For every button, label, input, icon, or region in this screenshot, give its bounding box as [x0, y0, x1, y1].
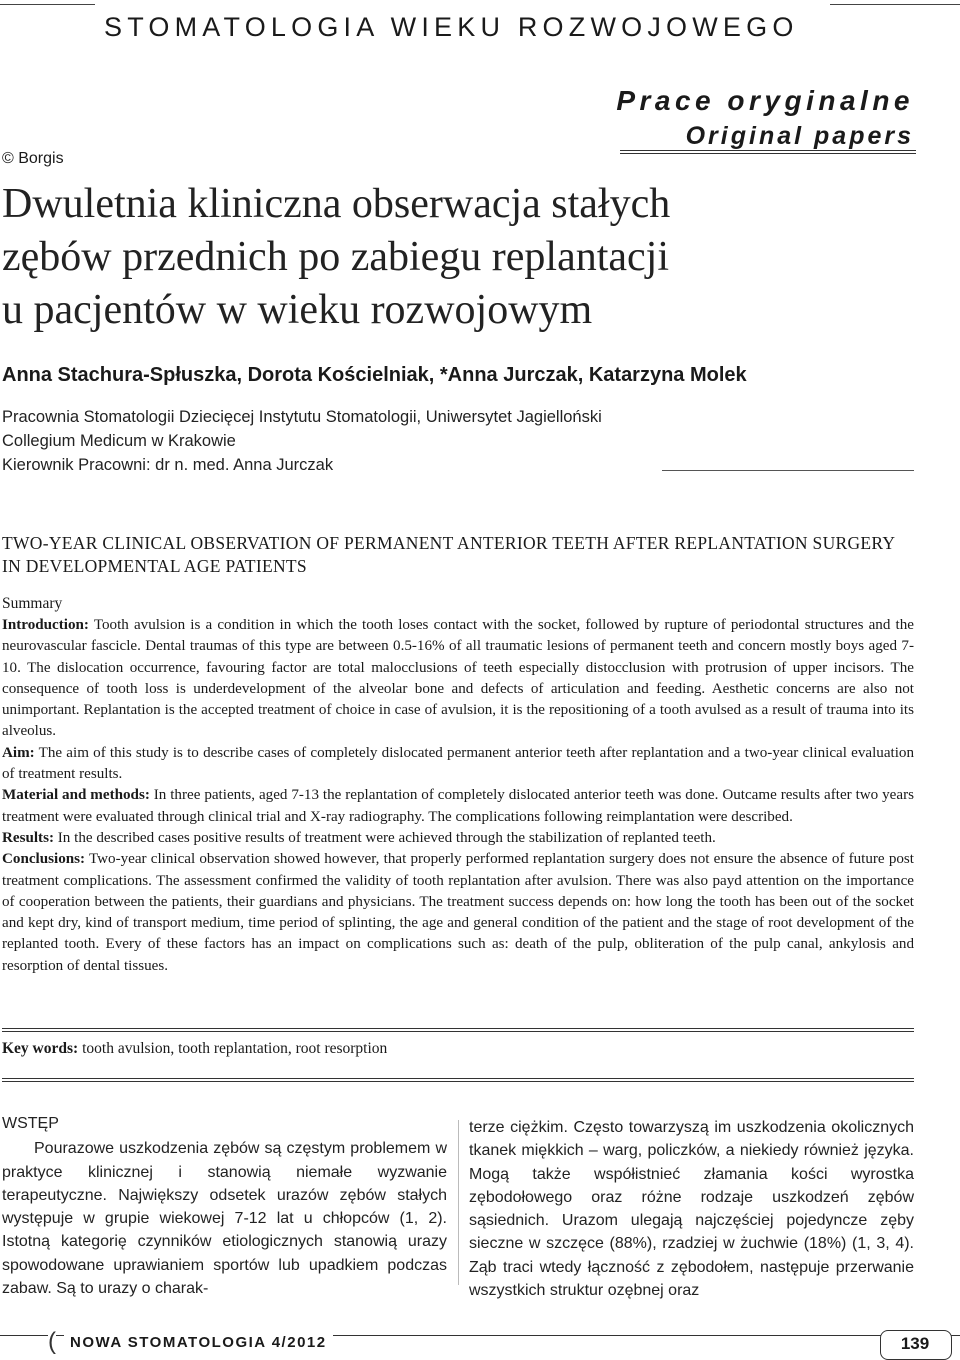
- publisher-label: © Borgis: [2, 150, 64, 167]
- results-label: Results:: [2, 829, 54, 846]
- section-heading: WSTĘP: [2, 1115, 59, 1132]
- keywords-text: tooth avulsion, tooth replantation, root resorption: [78, 1040, 388, 1057]
- title-line: u pacjentów w wieku rozwojowym: [2, 287, 593, 333]
- conclusions-label: Conclusions:: [2, 851, 86, 868]
- affiliation: Collegium Medicum w Krakowie: [2, 432, 236, 450]
- body-paragraph: terze ciężkim. Często towarzyszą im uszkodzenia okolicznych tkanek miękkich – warg, policzków, a niekiedy również języka. Mogą także współistnieć złamania kości wyrostka zębodołowego oraz różne rodzaje uszkodzeń zębów sąsiednich. Urazom ulegają najczęściej pojedyncze zęby sieczne w szczęce (88%), rzadziej w żuchwie (18%) (1, 3, 4). Ząb traci wtedy łączność z zębodołem, następuje przerwanie wszystkich struktur ozębnej oraz: [469, 1119, 914, 1300]
- section-rule: [620, 150, 916, 154]
- section-label-en: Original papers: [685, 122, 914, 150]
- body-column-left: [2, 1112, 447, 1300]
- keywords-rule-top: [2, 1028, 914, 1032]
- methods-label: Material and methods:: [2, 787, 150, 804]
- authors: Anna Stachura-Spłuszka, Dorota Kościelniak, *Anna Jurczak, Katarzyna Molek: [2, 364, 747, 386]
- abstract-results: [2, 828, 914, 849]
- aim-text: The aim of this study is to describe cases of completely dislocated permanent anterior teeth after replantation and a two-year clinical evaluation of treatment results.: [2, 744, 914, 783]
- title-line: Dwuletnia kliniczna obserwacja stałych: [2, 181, 671, 227]
- column-divider: [458, 1120, 459, 1285]
- results-text: In the described cases positive results of treatment were achieved through the stabilization of replanted teeth.: [54, 829, 716, 846]
- summary-heading: Summary: [2, 595, 63, 612]
- abstract: [2, 615, 914, 977]
- affiliation: Pracownia Stomatologii Dziecięcej Instytutu Stomatologii, Uniwersytet Jagielloński: [2, 408, 602, 426]
- abstract-introduction: [2, 615, 914, 743]
- keywords-label: Key words:: [2, 1040, 79, 1057]
- keywords: [2, 1040, 387, 1058]
- body-column-right: [469, 1116, 914, 1302]
- conclusions-text: Two-year clinical observation showed however, that properly performed replantation surgery does not ensure the absence of future post treatment complications. The assessment confirmed the validity of tooth replantation after avulsion. There was also payd attention on the importance of cooperation between the patients, their guardians and physicians. The treatment success depends on: how long the tooth has been out of the socket and kept dry, kind of transport medium, time period of splinting, the age and general condition of the patient and the stage of root development of the replanted tooth. Every of these factors has an impact on complications such as: death of the pulp, obliteration of the pulp canal, ankylosis and resorption of dental tissues.: [2, 851, 914, 974]
- affiliation-head: Kierownik Pracowni: dr n. med. Anna Jurczak: [2, 456, 334, 474]
- title-line: zębów przednich po zabiegu replantacji: [2, 234, 670, 280]
- page-number: 139: [900, 1334, 930, 1353]
- header-rule-left: [0, 4, 95, 5]
- header-rule-right: [830, 4, 960, 5]
- abstract-aim: [2, 743, 914, 786]
- article-title: [2, 178, 902, 337]
- footer-journal-name: NOWA STOMATOLOGIA 4/2012: [64, 1334, 333, 1351]
- abstract-conclusions: [2, 849, 914, 977]
- abstract-methods: [2, 785, 914, 828]
- aim-label: Aim:: [2, 744, 35, 761]
- methods-text: In three patients, aged 7-13 the replantation of completely dislocated anterior teeth was done. Outcame results after two years treatment were evaluated through clinical trial and X-ray radiography. The complications following reimplantation were described.: [2, 787, 914, 825]
- affiliation-rule: [662, 470, 914, 471]
- introduction-label: Introduction:: [2, 617, 89, 633]
- introduction-text: Tooth avulsion is a condition in which the tooth loses contact with the socket, followed by rupture of periodontal structures and the neurovascular fascicle. Dental traumas of this type are between 0.5-16% of all traumatic lesions of permanent teeth and concern mostly boys aged 7-10. The dislocation occurrence, favouring factor are total malocclusions of teeth especially distocclusion with protrusion of upper incisors. The consequence of tooth loss is underdevelopment of the alveolar bone and defects of articulation and feeding. Aesthetic concerns are also not unimportant. Replantation is the accepted treatment of choice in case of avulsion, it is the repositioning of a tooth avulsed as a result of trauma into its alveolus.: [2, 617, 914, 740]
- keywords-rule-bottom: [2, 1078, 914, 1082]
- body-paragraph: Pourazowe uszkodzenia zębów są częstym problemem w praktyce klinicznej i stanowią niemałe wyzwanie terapeutyczne. Największy odsetek urazów zębów stałych występuje w grupie wiekowej 7-12 lat u chłopców (1, 2). Istotną kategorię czynników etiologicznych stanowią urazy spowodowane uprawianiem sportów lub upadkiem podczas zabaw. Są to urazy o charak-: [2, 1140, 447, 1298]
- footer-bracket: (: [48, 1328, 56, 1355]
- english-title: TWO-YEAR CLINICAL OBSERVATION OF PERMANENT ANTERIOR TEETH AFTER REPLANTATION SURGERY IN DEVELOPMENTAL AGE PATIENTS: [2, 533, 895, 576]
- section-label-pl: Prace oryginalne: [616, 85, 914, 116]
- journal-header: STOMATOLOGIA WIEKU ROZWOJOWEGO: [104, 12, 799, 42]
